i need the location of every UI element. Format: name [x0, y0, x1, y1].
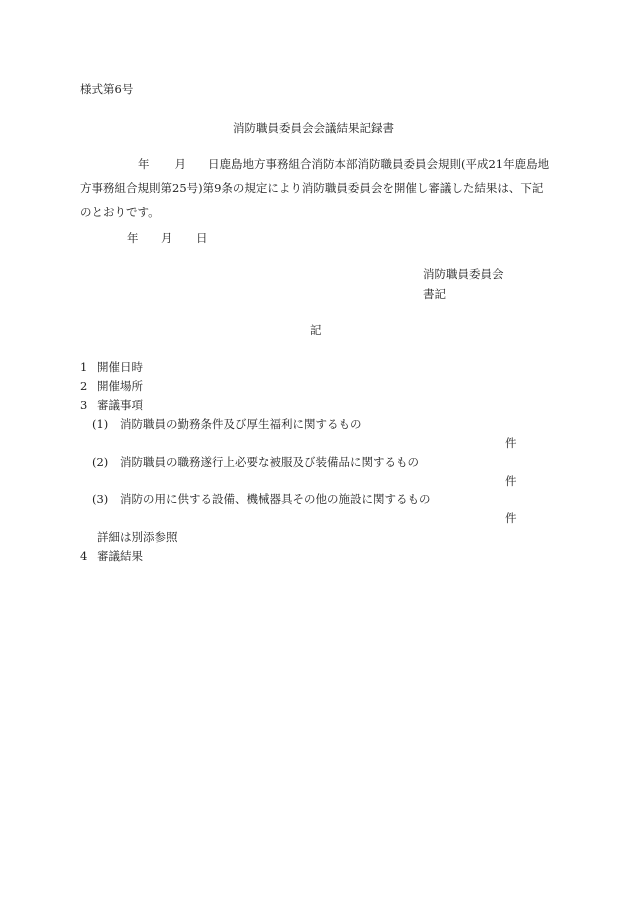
- ki-heading: 記: [310, 323, 322, 337]
- subitem-number: (3): [92, 492, 109, 506]
- date-day: 日: [196, 231, 208, 245]
- subitem-count-unit: 件: [505, 511, 517, 525]
- form-number: 様式第6号: [80, 82, 134, 96]
- subitem-count-unit: 件: [505, 474, 517, 488]
- item-label: 開催日時: [97, 360, 143, 374]
- intro-month: 月: [174, 157, 186, 171]
- signature-committee: 消防職員委員会: [423, 267, 504, 281]
- subitem-number: (1): [92, 417, 109, 431]
- item-label: 審議結果: [97, 549, 143, 563]
- item-label: 審議事項: [97, 398, 143, 412]
- item-number: 4: [80, 549, 88, 563]
- subitem-label: 消防職員の勤務条件及び厚生福利に関するもの: [120, 417, 362, 431]
- intro-year: 年: [138, 157, 150, 171]
- intro-text: 日鹿島地方事務組合消防本部消防職員委員会規則(平成21年鹿島地方事務組合規則第25号)第9条の規定により消防職員委員会を開催し審議した結果は、下記のとおりです。: [80, 157, 550, 219]
- date-month: 月: [161, 231, 173, 245]
- item-number: 1: [80, 360, 88, 374]
- document-title: 消防職員委員会会議結果記録書: [233, 121, 394, 135]
- subitem-count-unit: 件: [505, 436, 517, 450]
- item-number: 2: [80, 379, 88, 393]
- subitem-label: 消防職員の職務遂行上必要な被服及び装備品に関するもの: [120, 455, 419, 469]
- date-year: 年: [127, 231, 139, 245]
- signature-role: 書記: [423, 287, 446, 301]
- subitem-label: 消防の用に供する設備、機械器具その他の施設に関するもの: [120, 492, 431, 506]
- subitem-number: (2): [92, 455, 109, 469]
- intro-paragraph: [80, 152, 550, 224]
- item-number: 3: [80, 398, 88, 412]
- item-label: 開催場所: [97, 379, 143, 393]
- detail-note: 詳細は別添参照: [97, 530, 178, 544]
